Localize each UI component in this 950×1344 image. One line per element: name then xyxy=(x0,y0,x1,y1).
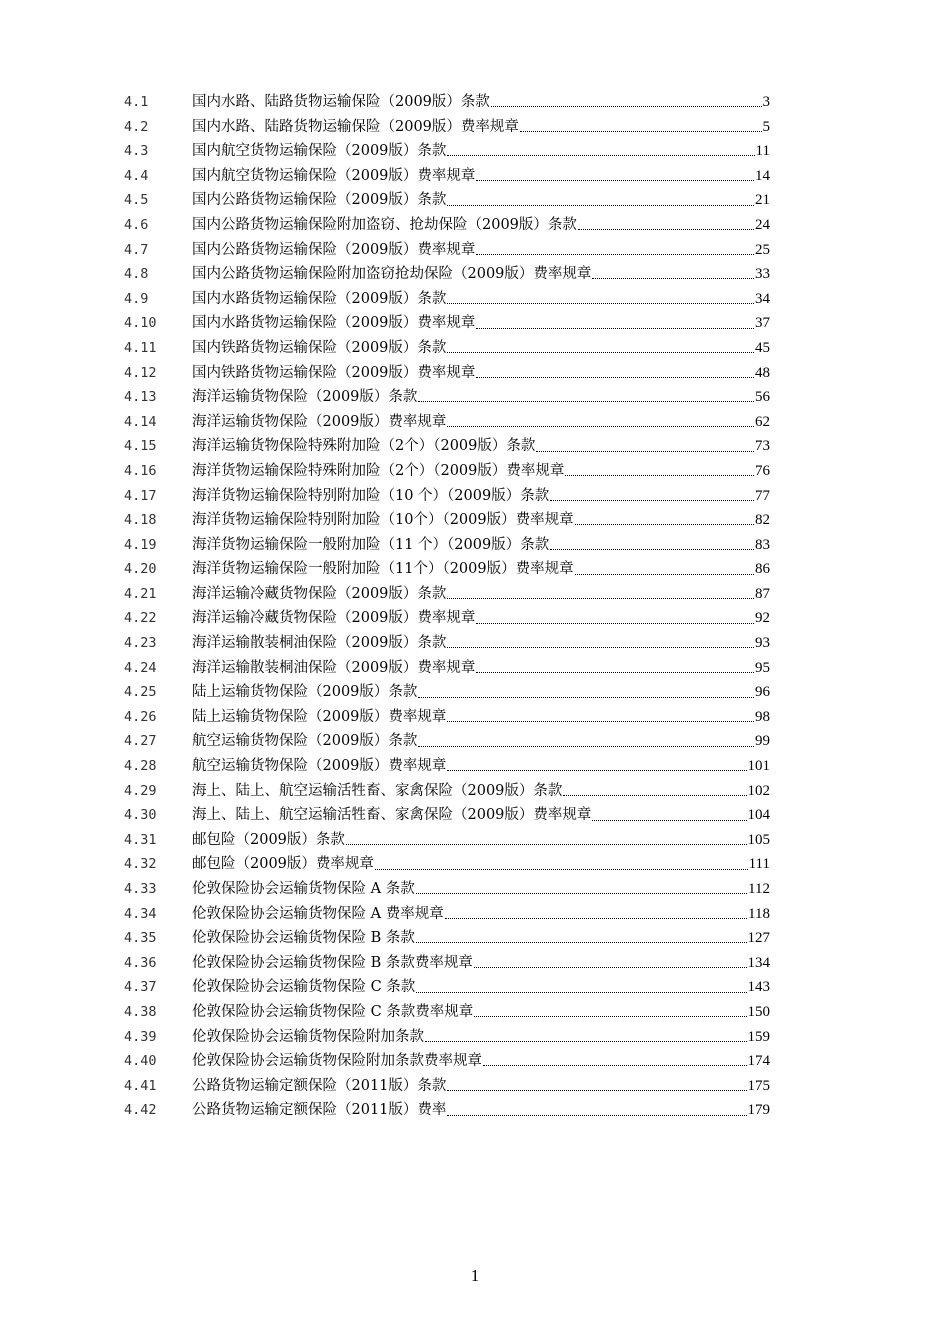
toc-entry-title[interactable]: 国内水路、陆路货物运输保险（2009版）费率规章 xyxy=(192,118,519,135)
toc-entry-title[interactable]: 海洋运输货物保险特殊附加险（2个）（2009版）条款 xyxy=(192,438,536,455)
toc-entry-number: 4.34 xyxy=(124,905,157,922)
toc-entry[interactable] xyxy=(124,188,770,213)
toc-entry-number: 4.3 xyxy=(124,143,149,160)
toc-entry-title[interactable]: 伦敦保险协会运输货物保险 A 费率规章 xyxy=(192,905,444,922)
toc-dot-leader xyxy=(447,205,754,206)
toc-entry[interactable] xyxy=(124,582,770,607)
toc-entry-page: 92 xyxy=(755,610,770,627)
toc-dot-leader xyxy=(418,401,754,402)
toc-entry[interactable] xyxy=(124,729,770,754)
toc-entry-page: 134 xyxy=(747,954,770,971)
toc-entry[interactable] xyxy=(124,533,770,558)
toc-entry-number: 4.5 xyxy=(124,192,149,209)
toc-entry[interactable] xyxy=(124,508,770,533)
toc-entry-number: 4.22 xyxy=(124,610,157,627)
toc-entry[interactable] xyxy=(124,484,770,509)
toc-entry-title[interactable]: 公路货物运输定额保险（2011版）条款 xyxy=(192,1077,447,1094)
toc-entry-number: 4.16 xyxy=(124,462,157,479)
toc-entry-page: 83 xyxy=(755,536,770,553)
toc-entry-title[interactable]: 伦敦保险协会运输货物保险 C 条款 xyxy=(192,979,416,996)
toc-entry-page: 112 xyxy=(748,881,770,897)
toc-entry-page: 56 xyxy=(755,389,770,406)
toc-entry-title[interactable]: 国内公路货物运输保险（2009版）费率规章 xyxy=(192,241,476,258)
toc-entry-page: 93 xyxy=(755,635,770,652)
toc-entry-title[interactable]: 海洋货物运输保险特别附加险（10 个）（2009版）条款 xyxy=(192,487,550,504)
toc-dot-leader xyxy=(592,820,746,821)
toc-entry-number: 4.29 xyxy=(124,782,157,799)
toc-entry[interactable] xyxy=(124,385,770,410)
toc-entry[interactable] xyxy=(124,1000,770,1025)
toc-dot-leader xyxy=(520,131,762,132)
toc-entry-page: 102 xyxy=(747,782,770,799)
toc-entry[interactable] xyxy=(124,459,770,484)
toc-entry-number: 4.35 xyxy=(124,930,157,947)
toc-entry[interactable] xyxy=(124,680,770,705)
toc-dot-leader xyxy=(447,303,754,304)
toc-dot-leader xyxy=(447,647,754,648)
toc-entry-title[interactable]: 海洋运输冷藏货物保险（2009版）条款 xyxy=(192,585,447,602)
toc-entry-title[interactable]: 国内公路货物运输保险附加盗窃、抢劫保险（2009版）条款 xyxy=(192,216,577,233)
toc-entry[interactable] xyxy=(124,656,770,681)
toc-entry[interactable] xyxy=(124,631,770,656)
toc-entry-title[interactable]: 海洋货物运输保险特殊附加险（2个）（2009版）费率规章 xyxy=(192,462,565,479)
toc-entry-number: 4.13 xyxy=(124,389,157,406)
toc-dot-leader xyxy=(418,746,754,747)
toc-entry-title[interactable]: 国内水路货物运输保险（2009版）条款 xyxy=(192,290,447,307)
toc-entry-title[interactable]: 航空运输货物保险（2009版）费率规章 xyxy=(192,758,447,775)
toc-entry-page: 77 xyxy=(755,487,770,504)
toc-entry[interactable] xyxy=(124,951,770,976)
toc-entry-title[interactable]: 邮包险（2009版）费率规章 xyxy=(192,856,374,873)
toc-entry-page: 86 xyxy=(755,561,770,578)
toc-entry-title[interactable]: 国内铁路货物运输保险（2009版）费率规章 xyxy=(192,364,476,381)
toc-dot-leader xyxy=(474,1016,746,1017)
toc-entry-number: 4.25 xyxy=(124,684,157,701)
toc-entry-page: 99 xyxy=(755,733,770,750)
toc-entry-page: 127 xyxy=(747,930,770,947)
toc-entry[interactable] xyxy=(124,606,770,631)
toc-entry[interactable] xyxy=(124,803,770,828)
toc-dot-leader xyxy=(418,697,754,698)
toc-entry-page: 87 xyxy=(755,585,770,602)
toc-dot-leader xyxy=(476,254,754,255)
toc-dot-leader xyxy=(447,352,754,353)
toc-entry-title[interactable]: 国内水路货物运输保险（2009版）费率规章 xyxy=(192,315,476,332)
toc-entry-number: 4.9 xyxy=(124,290,149,307)
toc-entry[interactable] xyxy=(124,139,770,164)
toc-entry-page: 48 xyxy=(755,364,770,381)
toc-entry[interactable] xyxy=(124,410,770,435)
toc-entry[interactable] xyxy=(124,213,770,238)
toc-entry-title[interactable]: 国内公路货物运输保险附加盗窃抢劫保险（2009版）费率规章 xyxy=(192,266,592,283)
toc-dot-leader xyxy=(416,942,747,943)
toc-entry[interactable] xyxy=(124,336,770,361)
toc-entry-title[interactable]: 国内航空货物运输保险（2009版）费率规章 xyxy=(192,167,476,184)
toc-entry-title[interactable]: 海上、陆上、航空运输活牲畜、家禽保险（2009版）条款 xyxy=(192,782,563,799)
toc-entry-title[interactable]: 海洋运输散装桐油保险（2009版）条款 xyxy=(192,635,447,652)
toc-entry-title[interactable]: 海上、陆上、航空运输活牲畜、家禽保险（2009版）费率规章 xyxy=(192,807,592,824)
toc-entry-number: 4.32 xyxy=(124,856,157,873)
toc-entry-number: 4.2 xyxy=(124,118,149,135)
toc-entry-title[interactable]: 陆上运输货物保险（2009版）条款 xyxy=(192,684,418,701)
toc-entry-title[interactable]: 伦敦保险协会运输货物保险 C 条款费率规章 xyxy=(192,1003,474,1020)
toc-entry-number: 4.41 xyxy=(124,1077,157,1094)
toc-dot-leader xyxy=(425,1041,747,1042)
toc-entry-number: 4.7 xyxy=(124,241,149,258)
toc-entry[interactable] xyxy=(124,926,770,951)
toc-dot-leader xyxy=(592,278,754,279)
toc-entry[interactable] xyxy=(124,902,770,927)
toc-dot-leader xyxy=(447,598,754,599)
toc-entry-number: 4.19 xyxy=(124,536,157,553)
toc-entry-number: 4.15 xyxy=(124,438,157,455)
toc-dot-leader xyxy=(476,623,754,624)
toc-entry-title[interactable]: 伦敦保险协会运输货物保险 B 条款费率规章 xyxy=(192,954,473,971)
toc-entry[interactable] xyxy=(124,828,770,853)
toc-entry-title[interactable]: 伦敦保险协会运输货物保险 A 条款 xyxy=(192,881,415,897)
toc-entry-number: 4.26 xyxy=(124,708,157,725)
toc-entry-number: 4.24 xyxy=(124,659,157,676)
toc-entry-page: 76 xyxy=(755,462,770,479)
toc-entry-number: 4.18 xyxy=(124,512,157,529)
toc-entry-page: 150 xyxy=(747,1003,770,1020)
toc-entry-number: 4.20 xyxy=(124,561,157,578)
toc-entry-page: 82 xyxy=(755,512,770,529)
toc-dot-leader xyxy=(445,918,747,919)
toc-entry-page: 95 xyxy=(755,659,770,676)
toc-dot-leader xyxy=(416,992,746,993)
toc-entry-number: 4.6 xyxy=(124,216,149,233)
toc-dot-leader xyxy=(575,524,754,525)
toc-entry-title[interactable]: 国内航空货物运输保险（2009版）条款 xyxy=(192,143,447,160)
toc-entry-number: 4.40 xyxy=(124,1053,157,1070)
toc-dot-leader xyxy=(447,770,746,771)
toc-entry[interactable] xyxy=(124,877,770,902)
toc-entry-number: 4.23 xyxy=(124,635,157,652)
toc-dot-leader xyxy=(476,328,754,329)
toc-entry-number: 4.37 xyxy=(124,979,157,996)
toc-entry-title[interactable]: 伦敦保险协会运输货物保险附加条款 xyxy=(192,1028,424,1045)
toc-entry[interactable] xyxy=(124,557,770,582)
toc-entry-page: 143 xyxy=(747,979,770,996)
toc-entry-number: 4.1 xyxy=(124,94,149,110)
toc-entry-page: 33 xyxy=(755,266,770,283)
toc-entry-title[interactable]: 海洋货物运输保险一般附加险（11 个）（2009版）条款 xyxy=(192,536,550,553)
toc-entry[interactable] xyxy=(124,852,770,877)
toc-entry-page: 14 xyxy=(755,167,770,184)
toc-entry-page: 104 xyxy=(747,807,770,824)
toc-entry-page: 25 xyxy=(755,241,770,258)
toc-entry[interactable] xyxy=(124,1074,770,1099)
toc-entry[interactable] xyxy=(124,287,770,312)
toc-dot-leader xyxy=(346,844,747,845)
toc-entry[interactable] xyxy=(124,754,770,779)
toc-entry-page: 73 xyxy=(755,438,770,455)
toc-entry-page: 3 xyxy=(762,94,770,110)
toc-dot-leader xyxy=(375,869,748,870)
toc-entry-number: 4.28 xyxy=(124,758,157,775)
toc-dot-leader xyxy=(476,180,754,181)
toc-entry-number: 4.8 xyxy=(124,266,149,283)
toc-entry-title[interactable]: 海洋运输货物保险（2009版）条款 xyxy=(192,389,418,406)
toc-dot-leader xyxy=(447,721,754,722)
toc-entry-title[interactable]: 邮包险（2009版）条款 xyxy=(192,831,345,848)
toc-entry-page: 98 xyxy=(755,708,770,725)
toc-entry-title[interactable]: 伦敦保险协会运输货物保险附加条款费率规章 xyxy=(192,1053,482,1070)
toc-dot-leader xyxy=(483,1065,747,1066)
toc-entry[interactable] xyxy=(124,311,770,336)
toc-entry-number: 4.42 xyxy=(124,1102,157,1119)
toc-entry-number: 4.39 xyxy=(124,1028,157,1045)
toc-dot-leader xyxy=(550,500,754,501)
toc-entry-page: 174 xyxy=(747,1053,770,1070)
toc-entry-page: 21 xyxy=(755,192,770,209)
toc-entry-title[interactable]: 国内铁路货物运输保险（2009版）条款 xyxy=(192,339,447,356)
toc-entry[interactable] xyxy=(124,115,770,140)
toc-entry-number: 4.36 xyxy=(124,954,157,971)
toc-entry-title[interactable]: 海洋运输货物保险（2009版）费率规章 xyxy=(192,413,447,430)
toc-entry[interactable] xyxy=(124,164,770,189)
toc-dot-leader xyxy=(474,967,747,968)
toc-entry-number: 4.14 xyxy=(124,413,157,430)
toc-entry-page: 105 xyxy=(747,831,770,848)
toc-entry-page: 24 xyxy=(755,216,770,233)
toc-dot-leader xyxy=(536,451,754,452)
toc-dot-leader xyxy=(575,574,754,575)
toc-entry-title[interactable]: 国内水路、陆路货物运输保险（2009版）条款 xyxy=(192,94,490,110)
toc-entry-page: 111 xyxy=(748,856,770,873)
toc-entry-number: 4.27 xyxy=(124,733,157,750)
toc-dot-leader xyxy=(476,672,754,673)
toc-entry-title[interactable]: 航空运输货物保险（2009版）条款 xyxy=(192,733,418,750)
toc-entry-number: 4.10 xyxy=(124,315,157,332)
toc-dot-leader xyxy=(416,893,747,894)
toc-entry[interactable] xyxy=(124,262,770,287)
toc-entry-title[interactable]: 公路货物运输定额保险（2011版）费率 xyxy=(192,1102,447,1119)
toc-entry-title[interactable]: 伦敦保险协会运输货物保险 B 条款 xyxy=(192,930,415,947)
toc-entry-page: 37 xyxy=(755,315,770,332)
toc-dot-leader xyxy=(447,1115,746,1116)
toc-entry-number: 4.38 xyxy=(124,1003,157,1020)
toc-entry-number: 4.30 xyxy=(124,807,157,824)
toc-entry-page: 175 xyxy=(747,1077,770,1094)
toc-entry-page: 45 xyxy=(755,339,770,356)
toc-dot-leader xyxy=(447,1090,746,1091)
toc-entry-number: 4.21 xyxy=(124,585,157,602)
toc-dot-leader xyxy=(565,475,754,476)
toc-entry-title[interactable]: 国内公路货物运输保险（2009版）条款 xyxy=(192,192,447,209)
toc-entry-page: 5 xyxy=(762,118,770,135)
toc-entry[interactable] xyxy=(124,361,770,386)
toc-entry-title[interactable]: 海洋货物运输保险一般附加险（11个）（2009版）费率规章 xyxy=(192,561,574,578)
toc-entry-title[interactable]: 海洋运输散装桐油保险（2009版）费率规章 xyxy=(192,659,476,676)
toc-entry-page: 62 xyxy=(755,413,770,430)
page-number: 1 xyxy=(470,1266,480,1285)
toc-entry-number: 4.17 xyxy=(124,487,157,504)
toc-entry[interactable] xyxy=(124,1098,770,1123)
toc-dot-leader xyxy=(491,106,762,107)
toc-entry-page: 179 xyxy=(747,1102,770,1119)
toc-entry[interactable] xyxy=(124,90,770,115)
toc-dot-leader xyxy=(563,795,746,796)
toc-entry-page: 118 xyxy=(748,905,770,922)
table-of-contents xyxy=(124,90,770,1123)
toc-entry[interactable] xyxy=(124,1049,770,1074)
toc-entry-title[interactable]: 海洋货物运输保险特别附加险（10个）（2009版）费率规章 xyxy=(192,512,574,529)
toc-dot-leader xyxy=(447,155,754,156)
toc-entry-number: 4.31 xyxy=(124,831,157,848)
toc-entry[interactable] xyxy=(124,975,770,1000)
toc-entry[interactable] xyxy=(124,434,770,459)
toc-entry[interactable] xyxy=(124,705,770,730)
toc-dot-leader xyxy=(447,426,754,427)
toc-entry-title[interactable]: 陆上运输货物保险（2009版）费率规章 xyxy=(192,708,447,725)
toc-entry-page: 159 xyxy=(747,1028,770,1045)
toc-dot-leader xyxy=(578,229,754,230)
toc-dot-leader xyxy=(550,549,754,550)
toc-entry-page: 11 xyxy=(755,143,770,160)
toc-entry-page: 34 xyxy=(755,290,770,307)
toc-entry[interactable] xyxy=(124,238,770,263)
toc-entry-number: 4.33 xyxy=(124,881,157,897)
toc-entry-title[interactable]: 海洋运输冷藏货物保险（2009版）费率规章 xyxy=(192,610,476,627)
toc-entry-page: 101 xyxy=(747,758,770,775)
toc-entry-number: 4.11 xyxy=(124,339,157,356)
toc-entry[interactable] xyxy=(124,779,770,804)
toc-entry-number: 4.12 xyxy=(124,364,157,381)
toc-dot-leader xyxy=(476,377,754,378)
toc-entry-page: 96 xyxy=(755,684,770,701)
toc-entry[interactable] xyxy=(124,1025,770,1050)
toc-entry-number: 4.4 xyxy=(124,167,149,184)
